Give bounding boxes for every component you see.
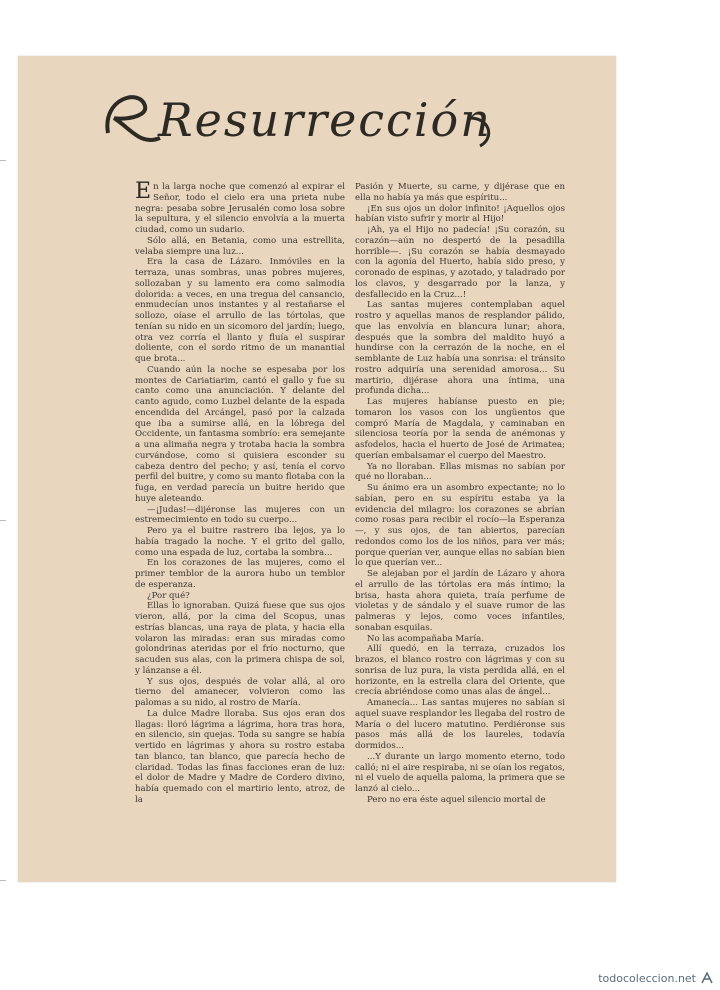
- watermark: [598, 971, 714, 985]
- scan-mark: [0, 160, 6, 161]
- paragraph: En la larga noche que comenzó al expirar el Señor, todo el cielo era una prieta nube negra: pesaba sobre Jerusalén como losa sobre la sepultura, y el silencio envolvía a la muerta ciudad, como un sudario.: [135, 179, 345, 235]
- paragraph: Sólo allá, en Betania, como una estrellita, velaba siempre una luz...: [135, 235, 345, 257]
- paragraph: ¡Ah, ya el Hijo no padecía! ¡Su corazón, su corazón—aún no despertó de la pesadilla horrible—. ¡Su corazón se había desmayado con la agonía del Huerto, había sido preso, y coronado de espinas, y azotado, y taladrado por los clavos, y desgarrado por la lanza, y desfallecido en la Cruz...!: [355, 225, 565, 300]
- drop-cap: E: [135, 179, 152, 204]
- paragraph: Pero no era éste aquel silencio mortal de: [367, 794, 546, 805]
- paragraph: No las acompañaba María.: [367, 633, 484, 644]
- paragraph: La dulce Madre lloraba. Sus ojos eran dos llagas: lloró lágrima a lágrima, hora tras hora, en silencio, sin quejas. Toda su sangre se había vertido en lágrimas y ahora su rostro estaba tan blanco, tan blanco, que parecía hecho de claridad. Todas las finas facciones eran de luz: el dolor de Madre y Madre de Cordero divino, había quemado con el martirio lento, atroz, de la: [135, 708, 345, 805]
- paragraph: En los corazones de las mujeres, como el primer temblor de la aurora hubo un temblor de esperanza.: [135, 558, 345, 590]
- paragraph: Las mujeres habíanse puesto en pie; tomaron los vasos con los ungüentos que compró María de Magdala, y caminaban en silenciosa teoría por la senda de anémonas y asfodelos, hacia el huerto de José de Arimatea; querían embalsamar el cuerpo del Maestro.: [355, 397, 565, 461]
- paragraph: ¿Por qué?: [147, 590, 190, 601]
- paragraph: Y sus ojos, después de volar allá, al oro tierno del amanecer, volvieron como las palomas a su nido, al rostro de María.: [135, 676, 345, 708]
- scan-mark: [0, 520, 6, 521]
- article-title: [100, 88, 500, 148]
- paragraph: —¡Judas!—dijéronse las mujeres con un estremecimiento en todo su cuerpo...: [135, 504, 345, 526]
- scan-mark: [0, 880, 6, 881]
- todocoleccion-logo-icon: [700, 971, 714, 985]
- paragraph: Era la casa de Lázaro. Inmóviles en la terraza, unas sombras, unas pobres mujeres, sollozaban y su lamento era como salmodia dolorida: a veces, en una tregua del cansancio, enmudecían unos instantes y al restañarse el sollozo, oíase el arrullo de las tórtolas, que tenían su nido en un sicomoro del jardín; luego, otra vez corría el llanto y fluía el suspirar doliente, con el sordo ritmo de un manantial que brota...: [135, 257, 345, 364]
- watermark-text: todocoleccion.net: [598, 971, 696, 985]
- paragraph: ¡En sus ojos un dolor infinito! ¡Aquellos ojos habían visto sufrir y morir al Hijo!: [355, 203, 565, 225]
- title-text: Resurrección: [158, 93, 492, 147]
- paragraph: Se alejaban por el jardín de Lázaro y ahora el arrullo de las tórtolas era más íntimo; la brisa, hasta ahora quieta, traía perfume de violetas y de sándalo y el suave rumor de las palmeras y lejos, como voces infantiles, sonaban esquilas.: [355, 569, 565, 633]
- paragraph: Allí quedó, en la terraza, cruzados los brazos, el blanco rostro con lágrimas y con su sonrisa de luz pura, la vista perdida allá, en el horizonte, en la estrella clara del Oriente, que crecía abriéndose como unas alas de ángel...: [355, 644, 565, 698]
- left-column: [135, 179, 345, 806]
- paragraph: ...Y durante un largo momento eterno, todo calló; ni el aire respiraba, ni se oían los regatos, ni el vuelo de aquella paloma, la primera que se lanzó al cielo...: [355, 751, 565, 794]
- paragraph: Amanecía... Las santas mujeres no sabían si aquel suave resplandor les llegaba del rostro de María o del lucero matutino. Perdiéronse sus pasos más allá de los laureles, todavía dormidos...: [355, 698, 565, 751]
- paragraph: Pero ya el buitre rastrero iba lejos, ya lo había tragado la noche. Y el grito del gallo, como una espada de luz, cortaba la sombra...: [135, 526, 345, 558]
- paragraph: Pasión y Muerte, su carne, y dijérase que en ella no había ya más que espíritu...: [355, 182, 565, 203]
- paragraph: Ya no lloraban. Ellas mismas no sabían por qué no lloraban...: [355, 461, 565, 483]
- right-column: [355, 182, 565, 806]
- paragraph: Las santas mujeres contemplaban aquel rostro y aquellas manos de resplandor pálido, que las envolvía en blancura lunar; ahora, después que la sombra del maldito huyó a hundirse con la cerrazón de la noche, en el semblante de Luz había una sonrisa: el tránsito rostro adquiría una serenidad amorosa... Su martirio, dijérase ahora una íntima, una profunda dicha...: [355, 300, 565, 397]
- paragraph: Ellas lo ignoraban. Quizá fuese que sus ojos vieron, allá, por la cima del Scopus, unas estrías blancas, una raya de plata, y hacia ella volaron las miradas: eran sus miradas como golondrinas ateridas por el frío nocturno, que sacuden sus alas, con la primera chispa de sol, y lánzanse a él.: [135, 601, 345, 676]
- paragraph: Su ánimo era un asombro expectante; no lo sabían, pero en su espíritu estaba ya la evidencia del milagro: los corazones se abrían como rosas para recibir el rocío—la Esperanza—, y sus ojos, de tan abiertos, parecían redondos como los de los niños, para ver más; porque querían ver, aunque ellas no sabían bien lo que querían ver...: [355, 483, 565, 569]
- paragraph: Cuando aún la noche se espesaba por los montes de Cariatiarim, cantó el gallo y fue su canto como una anunciación. Y delante del canto agudo, como Luzbel delante de la espada encendida del Arcángel, pasó por la calzada que iba a sumirse allá, en la lóbrega del Occidente, un fantasma sombrío: era semejante a una alimaña negra y trotaba hacia la sombra curvándose, como si quisiera esconder su cabeza dentro del pecho; y así, tenía el corvo perfil del buitre, y como su manto flotaba con la fuga, en verdad parecía un buitre herido que huye aleteando.: [135, 364, 345, 504]
